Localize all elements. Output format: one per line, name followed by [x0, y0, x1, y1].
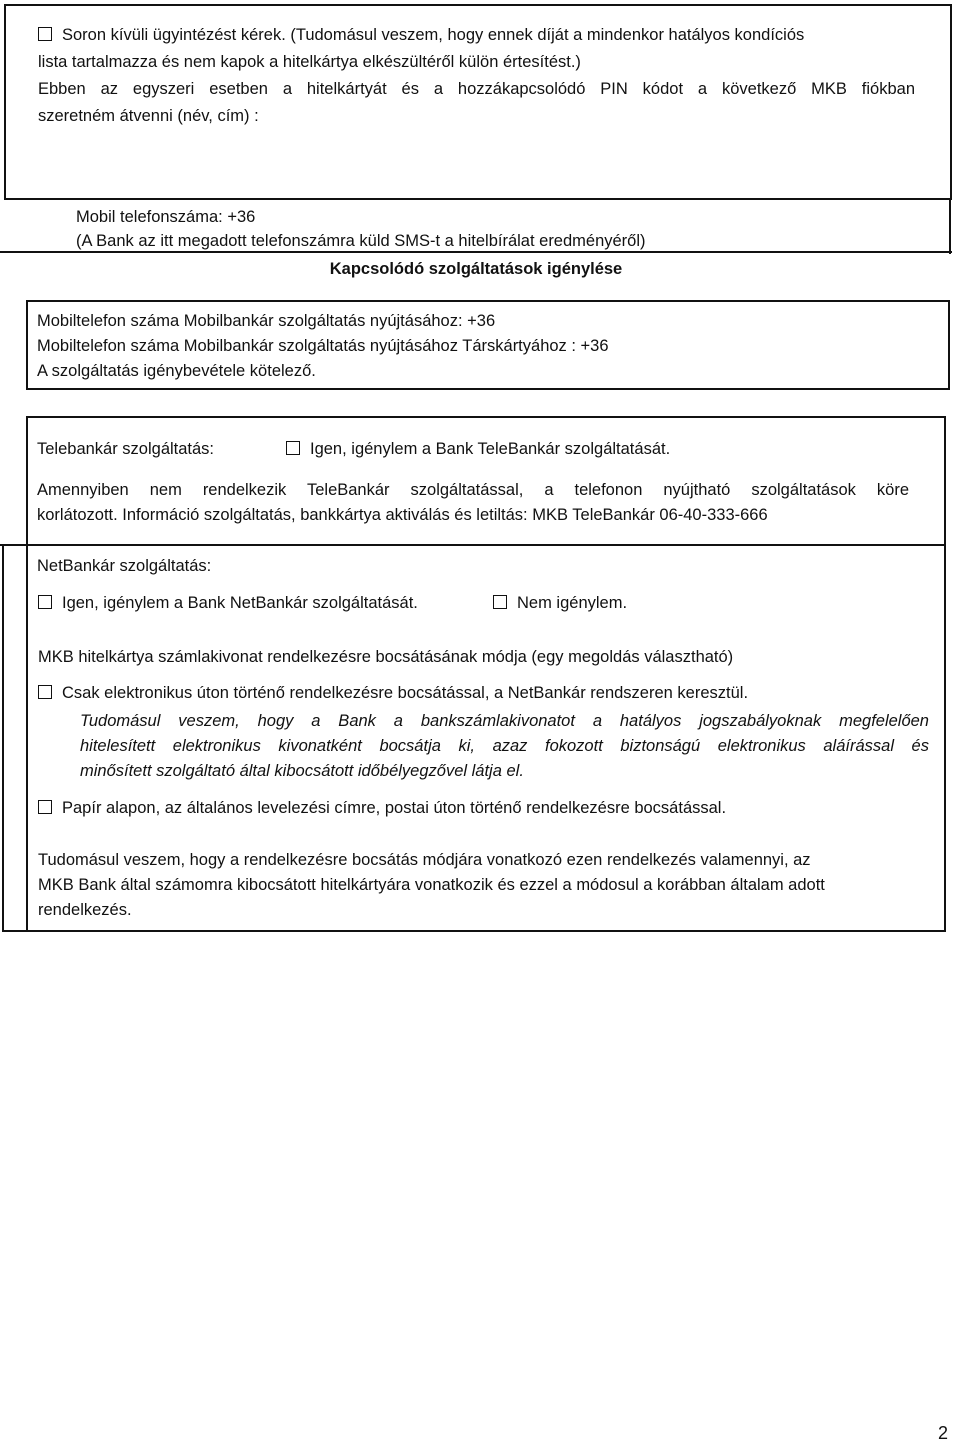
netbankar-label: NetBankár szolgáltatás: [37, 557, 212, 575]
electronic-note-line1: Tudomásul veszem, hogy a Bank a bankszámlakivonatot a hatályos jogszabályoknak megfelelően [80, 712, 929, 730]
urgent-label: Soron kívüli ügyintézést kérek. (Tudomásul veszem, hogy ennek díját a mindenkor hatályos kondíciós [62, 26, 805, 44]
paper-checkbox[interactable] [38, 800, 52, 814]
paper-option[interactable] [38, 797, 726, 819]
netbankar-yes-checkbox[interactable] [38, 595, 52, 609]
page-number: 2 [938, 1423, 949, 1443]
services-heading: Kapcsolódó szolgáltatások igénylése [329, 260, 623, 278]
mobilbankar-line1: Mobiltelefon száma Mobilbankár szolgáltatás nyújtásához: +36 [37, 312, 496, 330]
electronic-note-line2: hitelesített elektronikus kivonatként bocsátja ki, azaz fokozott biztonságú elektronikus aláírással és [80, 737, 929, 755]
telebankar-note-line1: Amennyiben nem rendelkezik TeleBankár szolgáltatással, a telefonon nyújtható szolgáltatások köre [37, 481, 909, 499]
electronic-checkbox[interactable] [38, 685, 52, 699]
statement-heading: MKB hitelkártya számlakivonat rendelkezésre bocsátásának módja (egy megoldás választható) [38, 648, 734, 666]
telebankar-option[interactable] [286, 438, 670, 460]
mobile-number-label: Mobil telefonszáma: +36 [76, 208, 256, 226]
ack-line1: Tudomásul veszem, hogy a rendelkezésre bocsátás módjára vonatkozó ezen rendelkezés valamennyi, az [38, 851, 811, 869]
electronic-option[interactable] [38, 682, 748, 704]
electronic-note-line3: minősített szolgáltató által kibocsátott időbélyegzővel látja el. [80, 762, 524, 780]
netbankar-no-label: Nem igénylem. [517, 594, 628, 612]
mobile-section-right-border [949, 198, 951, 254]
electronic-label: Csak elektronikus úton történő rendelkezésre bocsátással, a NetBankár rendszeren keresztül. [62, 684, 749, 702]
telebankar-label: Telebankár szolgáltatás: [37, 440, 215, 458]
branch-line2: szeretném átvenni (név, cím) : [38, 107, 259, 125]
ack-line3: rendelkezés. [38, 901, 132, 919]
netbankar-yes-label: Igen, igénylem a Bank NetBankár szolgáltatását. [62, 594, 418, 612]
mobile-number-note: (A Bank az itt megadott telefonszámra küld SMS-t a hitelbírálat eredményéről) [76, 232, 646, 250]
netbankar-no-checkbox[interactable] [493, 595, 507, 609]
urgent-checkbox[interactable] [38, 27, 52, 41]
mobilbankar-line3: A szolgáltatás igénybevétele kötelező. [37, 362, 316, 380]
telebankar-checkbox[interactable] [286, 441, 300, 455]
urgent-option[interactable] [38, 24, 804, 46]
branch-line1: Ebben az egyszeri esetben a hitelkártyát és a hozzákapcsolódó PIN kódot a következő MKB fiókban [38, 80, 915, 98]
telebankar-note-line2: korlátozott. Információ szolgáltatás, bankkártya aktiválás és letiltás: MKB TeleBankár 06-40-333-666 [37, 506, 768, 524]
urgent-label-line2: lista tartalmazza és nem kapok a hitelkártya elkészültéről külön értesítést.) [38, 53, 581, 71]
netbankar-yes-option[interactable] [38, 592, 418, 614]
telebankar-option-label: Igen, igénylem a Bank TeleBankár szolgáltatását. [310, 440, 671, 458]
mobilbankar-line2: Mobiltelefon száma Mobilbankár szolgáltatás nyújtásához Társkártyához : +36 [37, 337, 609, 355]
paper-label: Papír alapon, az általános levelezési címre, postai úton történő rendelkezésre bocsátással. [62, 799, 727, 817]
netbankar-no-option[interactable] [493, 592, 627, 614]
ack-line2: MKB Bank által számomra kibocsátott hitelkártyára vonatkozik és ezzel a módosul a korábban általam adott [38, 876, 825, 894]
